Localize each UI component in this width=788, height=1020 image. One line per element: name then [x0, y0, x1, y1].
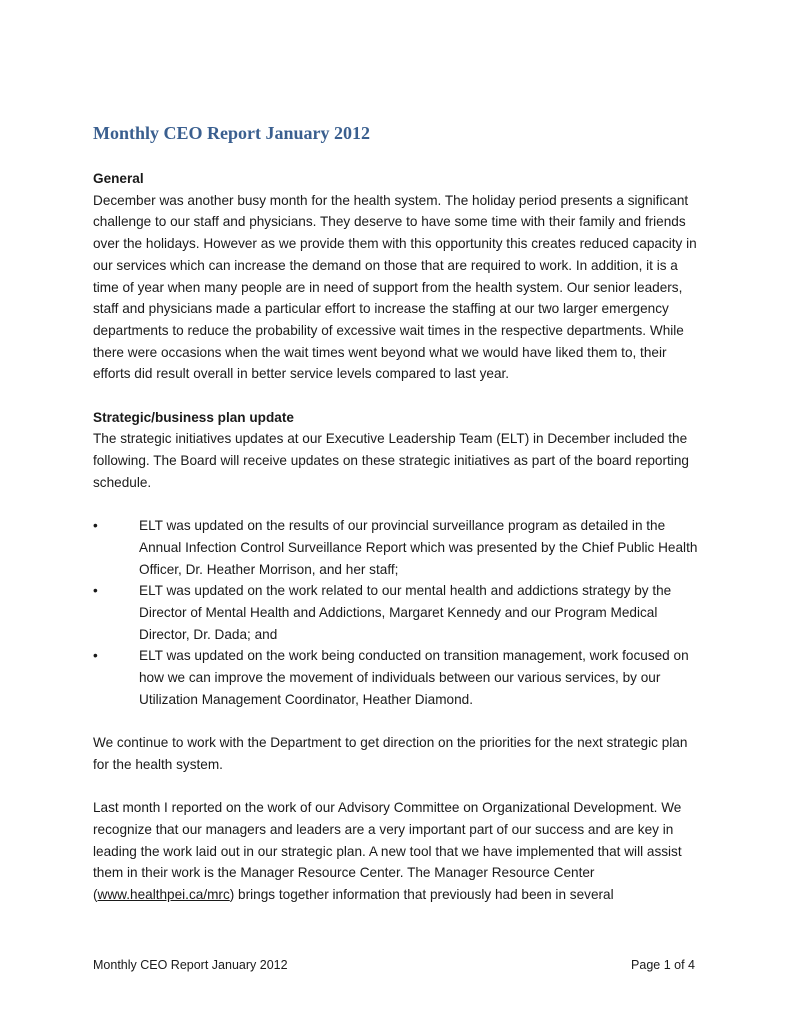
bullet-item [93, 645, 703, 710]
spacer [93, 711, 703, 733]
strategic-bullet-list [93, 515, 703, 710]
document-body [93, 122, 703, 906]
bullet-item [93, 515, 703, 580]
followup-paragraph: We continue to work with the Department to get direction on the priorities for the next strategic plan for the health system. [93, 735, 688, 772]
bullet-icon: • [93, 518, 98, 534]
spacer [93, 494, 703, 516]
page-number: Page 1 of 4 [631, 958, 695, 972]
spacer [93, 385, 703, 407]
general-paragraph: December was another busy month for the health system. The holiday period presents a significant challenge to our staff and physicians. They deserve to have some time with their family and friends over the holidays. However as we provide them with this opportunity this creates reduced capacity in our services which can increase the demand on those that are required to work. In addition, it is a time of year when many people are in need of support from the health system. Our senior leaders, staff and physicians made a particular effort to increase the staffing at our two larger emergency departments to reduce the probability of excessive wait times in the respective departments. While there were occasions when the wait times went beyond what we would have liked them to, their efforts did result overall in better service levels compared to last year. [93, 192, 697, 382]
spacer [93, 776, 703, 798]
bullet-text: ELT was updated on the work related to our mental health and addictions strategy by the Director of Mental Health and Addictions, Margaret Kennedy and our Program Medical Director, Dr. Dada; and [139, 583, 672, 642]
manager-resource-text-before: Last month I reported on the work of our Advisory Committee on Organizational Development. We recognize that our managers and leaders are a very important part of our success and are key in leading the work laid out in our strategic plan. A new tool that we have implemented that will assist them in their work is the Manager Resource Center. The Manager Resource Center ( [93, 800, 682, 903]
manager-resource-text-after: ) brings together information that previously had been in several [229, 887, 614, 903]
section-heading-general: General [93, 171, 144, 186]
bullet-icon: • [93, 648, 98, 664]
manager-resource-link[interactable]: www.healthpei.ca/mrc [97, 887, 230, 903]
strategic-intro-paragraph: The strategic initiatives updates at our Executive Leadership Team (ELT) in December included the following. The Board will receive updates on these strategic initiatives as part of the board reporting schedule. [93, 431, 689, 490]
footer-title: Monthly CEO Report January 2012 [93, 958, 288, 972]
page-footer [93, 956, 695, 974]
document-title: Monthly CEO Report January 2012 [93, 123, 371, 143]
bullet-text: ELT was updated on the work being conducted on transition management, work focused on how we can improve the movement of individuals between our various services, by our Utilization Management Coordinator, Heather Diamond. [139, 648, 689, 707]
bullet-text: ELT was updated on the results of our provincial surveillance program as detailed in the Annual Infection Control Surveillance Report which was presented by the Chief Public Health Officer, Dr. Heather Morrison, and her staff; [139, 518, 698, 577]
bullet-icon: • [93, 583, 98, 599]
bullet-item [93, 580, 703, 645]
section-heading-strategic: Strategic/business plan update [93, 409, 294, 425]
manager-resource-paragraph [93, 797, 703, 906]
